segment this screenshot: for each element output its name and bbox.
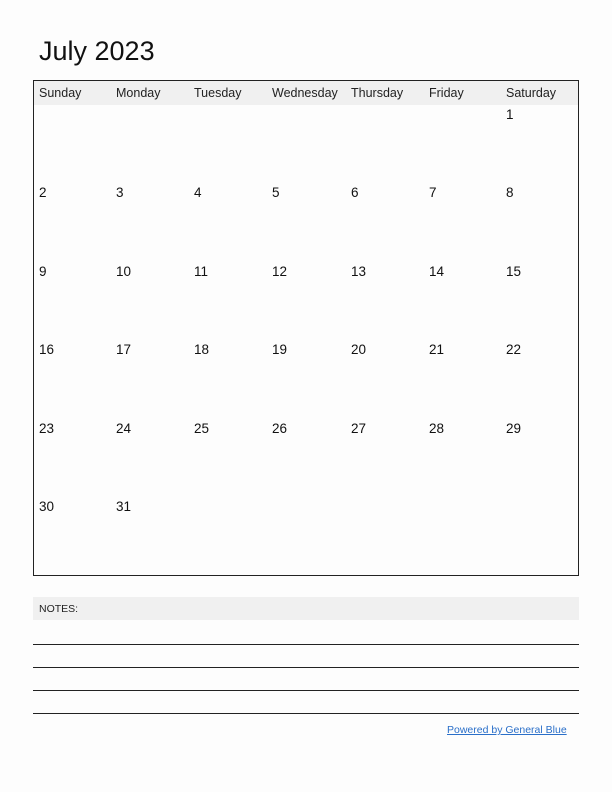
weekday-sunday: Sunday <box>39 86 82 100</box>
notes-label: NOTES: <box>39 603 79 615</box>
weekday-thursday: Thursday <box>351 86 404 100</box>
day-cell: 31 <box>116 499 132 514</box>
day-cell: 27 <box>351 421 367 436</box>
powered-by-link[interactable]: Powered by General Blue <box>447 724 567 736</box>
day-cell: 7 <box>429 185 437 200</box>
day-cell: 14 <box>429 264 445 279</box>
day-cell: 24 <box>116 421 132 436</box>
calendar-grid <box>33 80 579 576</box>
weekday-monday: Monday <box>116 86 161 100</box>
day-cell: 15 <box>506 264 522 279</box>
day-cell: 12 <box>272 264 288 279</box>
day-cell: 1 <box>506 107 514 122</box>
day-cell: 23 <box>39 421 55 436</box>
page-title: July 2023 <box>39 36 155 66</box>
day-cell: 10 <box>116 264 132 279</box>
day-cell: 22 <box>506 342 522 357</box>
day-cell: 20 <box>351 342 367 357</box>
weekday-wednesday: Wednesday <box>272 86 338 100</box>
weekday-header <box>34 81 578 105</box>
day-cell: 25 <box>194 421 210 436</box>
day-cell: 30 <box>39 499 55 514</box>
day-cell: 13 <box>351 264 367 279</box>
notes-line <box>33 667 579 668</box>
day-cell: 18 <box>194 342 210 357</box>
day-cell: 6 <box>351 185 359 200</box>
day-cell: 11 <box>194 264 209 279</box>
notes-line <box>33 690 579 691</box>
day-cell: 26 <box>272 421 288 436</box>
day-cell: 29 <box>506 421 522 436</box>
day-cell: 17 <box>116 342 132 357</box>
notes-header <box>33 597 579 620</box>
day-cell: 8 <box>506 185 514 200</box>
notes-line <box>33 644 579 645</box>
day-cell: 19 <box>272 342 288 357</box>
day-cell: 2 <box>39 185 47 200</box>
day-cell: 28 <box>429 421 445 436</box>
weekday-tuesday: Tuesday <box>194 86 242 100</box>
day-cell: 9 <box>39 264 47 279</box>
day-cell: 4 <box>194 185 202 200</box>
day-cell: 16 <box>39 342 55 357</box>
day-cell: 3 <box>116 185 124 200</box>
day-cell: 5 <box>272 185 280 200</box>
weekday-friday: Friday <box>429 86 464 100</box>
weekday-saturday: Saturday <box>506 86 557 100</box>
day-cell: 21 <box>429 342 445 357</box>
notes-line <box>33 713 579 714</box>
